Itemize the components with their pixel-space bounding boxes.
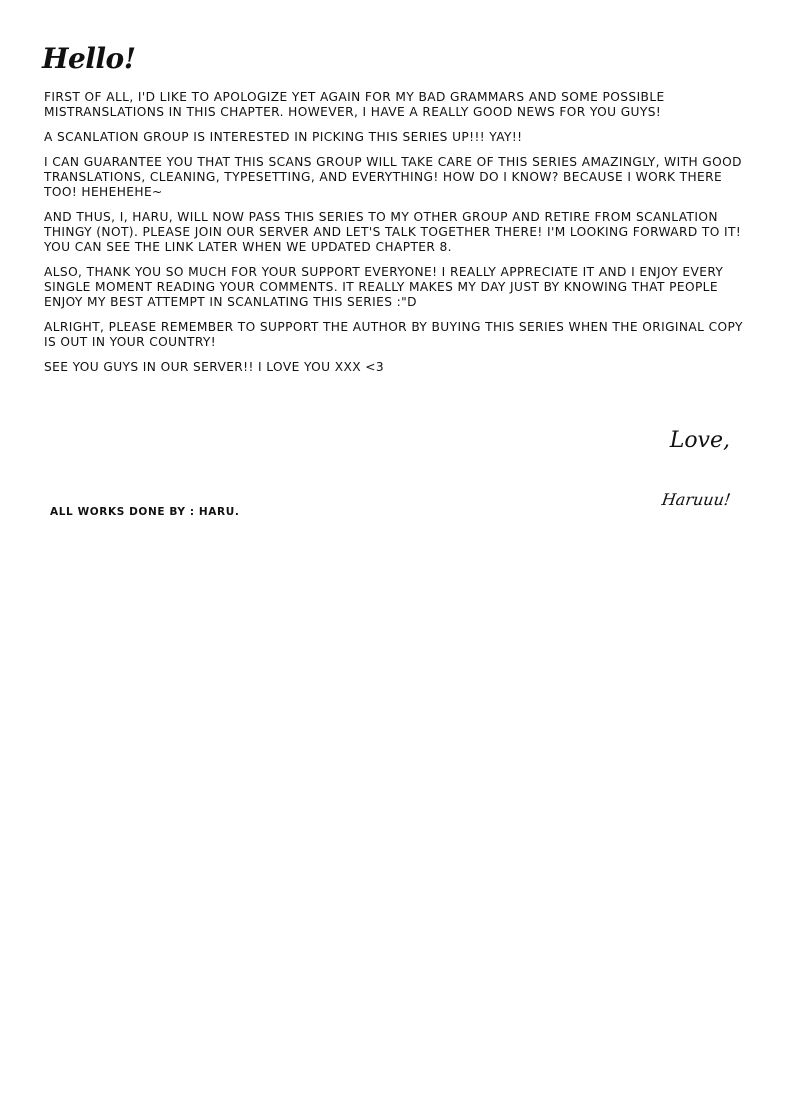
paragraph-announcement: A SCANLATION GROUP IS INTERESTED IN PICKING THIS SERIES UP!!! YAY!!	[44, 130, 523, 144]
paragraph-farewell: SEE YOU GUYS IN OUR SERVER!! I LOVE YOU XXX <3	[44, 360, 384, 374]
paragraph-support-author: ALRIGHT, PLEASE REMEMBER TO SUPPORT THE AUTHOR BY BUYING THIS SERIES WHEN THE ORIGINAL COPY IS OUT IN YOUR COUNTRY!	[44, 320, 743, 349]
paragraph-handover: AND THUS, I, HARU, WILL NOW PASS THIS SERIES TO MY OTHER GROUP AND RETIRE FROM SCANLATION THINGY (NOT). PLEASE JOIN OUR SERVER AND LET'S TALK TOGETHER THERE! I'M LOOKING FORWARD TO IT! YOU CAN SEE THE LINK LATER WHEN WE UPDATED CHAPTER 8.	[44, 210, 742, 254]
credit-line: ALL WORKS DONE BY : HARU.	[50, 506, 240, 518]
greeting-heading: Hello!	[42, 42, 136, 75]
closing-text: Love,	[669, 428, 730, 453]
letter-body	[44, 90, 744, 385]
paragraph-thanks: ALSO, THANK YOU SO MUCH FOR YOUR SUPPORT EVERYONE! I REALLY APPRECIATE IT AND I ENJOY EVERY SINGLE MOMENT READING YOUR COMMENTS. IT REALLY MAKES MY DAY JUST BY KNOWING THAT PEOPLE ENJOY MY BEST ATTEMPT IN SCANLATING THIS SERIES :"D	[44, 265, 724, 309]
signature: Haruuu!	[660, 490, 732, 509]
paragraph-guarantee: I CAN GUARANTEE YOU THAT THIS SCANS GROUP WILL TAKE CARE OF THIS SERIES AMAZINGLY, WITH GOOD TRANSLATIONS, CLEANING, TYPESETTING, AND EVERYTHING! HOW DO I KNOW? BECAUSE I WORK THERE TOO! HEHEHEHE~	[44, 155, 742, 199]
paragraph-apology: FIRST OF ALL, I'D LIKE TO APOLOGIZE YET AGAIN FOR MY BAD GRAMMARS AND SOME POSSIBLE MISTRANSLATIONS IN THIS CHAPTER. HOWEVER, I HAVE A REALLY GOOD NEWS FOR YOU GUYS!	[44, 90, 665, 119]
